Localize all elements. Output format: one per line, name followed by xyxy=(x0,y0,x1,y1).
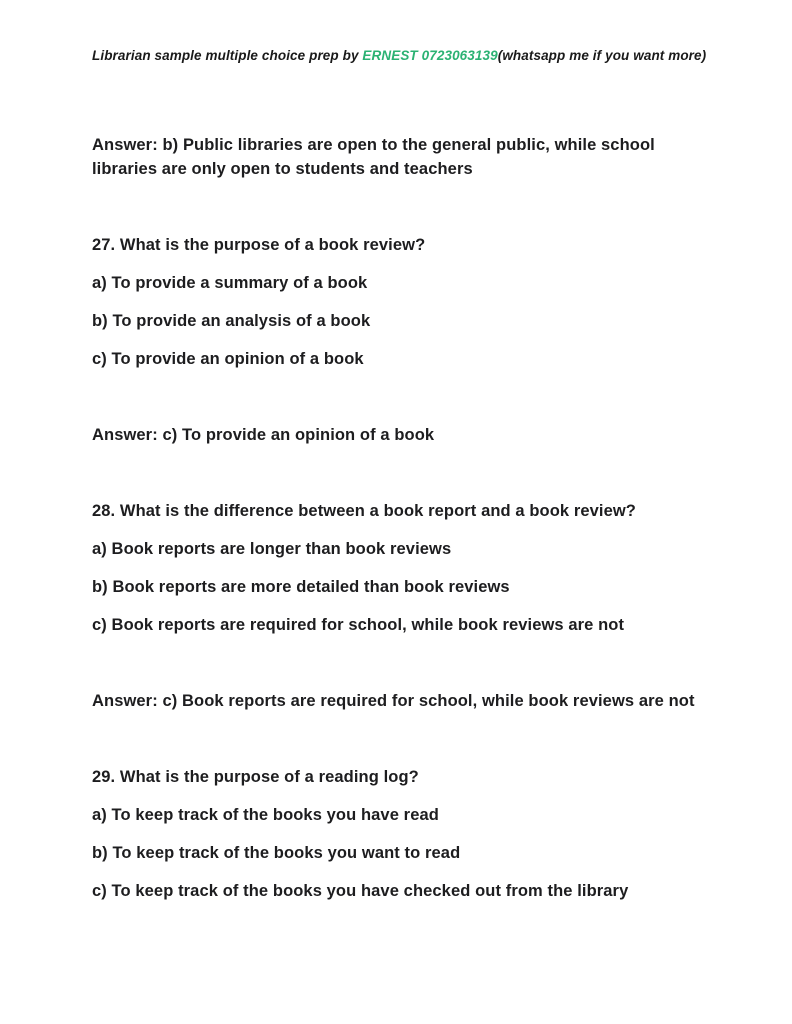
question-27: 27. What is the purpose of a book review? xyxy=(92,236,426,254)
option-28-b: b) Book reports are more detailed than book reviews xyxy=(92,578,510,596)
option-27-b: b) To provide an analysis of a book xyxy=(92,312,371,330)
option-29-b: b) To keep track of the books you want to read xyxy=(92,844,461,862)
question-28: 28. What is the difference between a book report and a book review? xyxy=(92,502,636,520)
header-author-highlight: ERNEST 0723063139 xyxy=(362,48,498,63)
answer-q27: Answer: c) To provide an opinion of a book xyxy=(92,426,435,444)
option-28-a: a) Book reports are longer than book reviews xyxy=(92,540,452,558)
option-27-a: a) To provide a summary of a book xyxy=(92,274,368,292)
option-27-c: c) To provide an opinion of a book xyxy=(92,350,364,368)
option-29-c: c) To keep track of the books you have checked out from the library xyxy=(92,882,629,900)
question-29: 29. What is the purpose of a reading log? xyxy=(92,768,419,786)
option-28-c: c) Book reports are required for school, while book reviews are not xyxy=(92,616,625,634)
header-prefix: Librarian sample multiple choice prep by xyxy=(92,48,363,63)
answer-q26: Answer: b) Public libraries are open to the general public, while school libraries are only open to students and teachers xyxy=(92,136,655,178)
header-suffix: (whatsapp me if you want more) xyxy=(497,48,707,63)
option-29-a: a) To keep track of the books you have read xyxy=(92,806,439,824)
document-header xyxy=(92,46,707,66)
answer-q28: Answer: c) Book reports are required for school, while book reviews are not xyxy=(92,692,695,710)
